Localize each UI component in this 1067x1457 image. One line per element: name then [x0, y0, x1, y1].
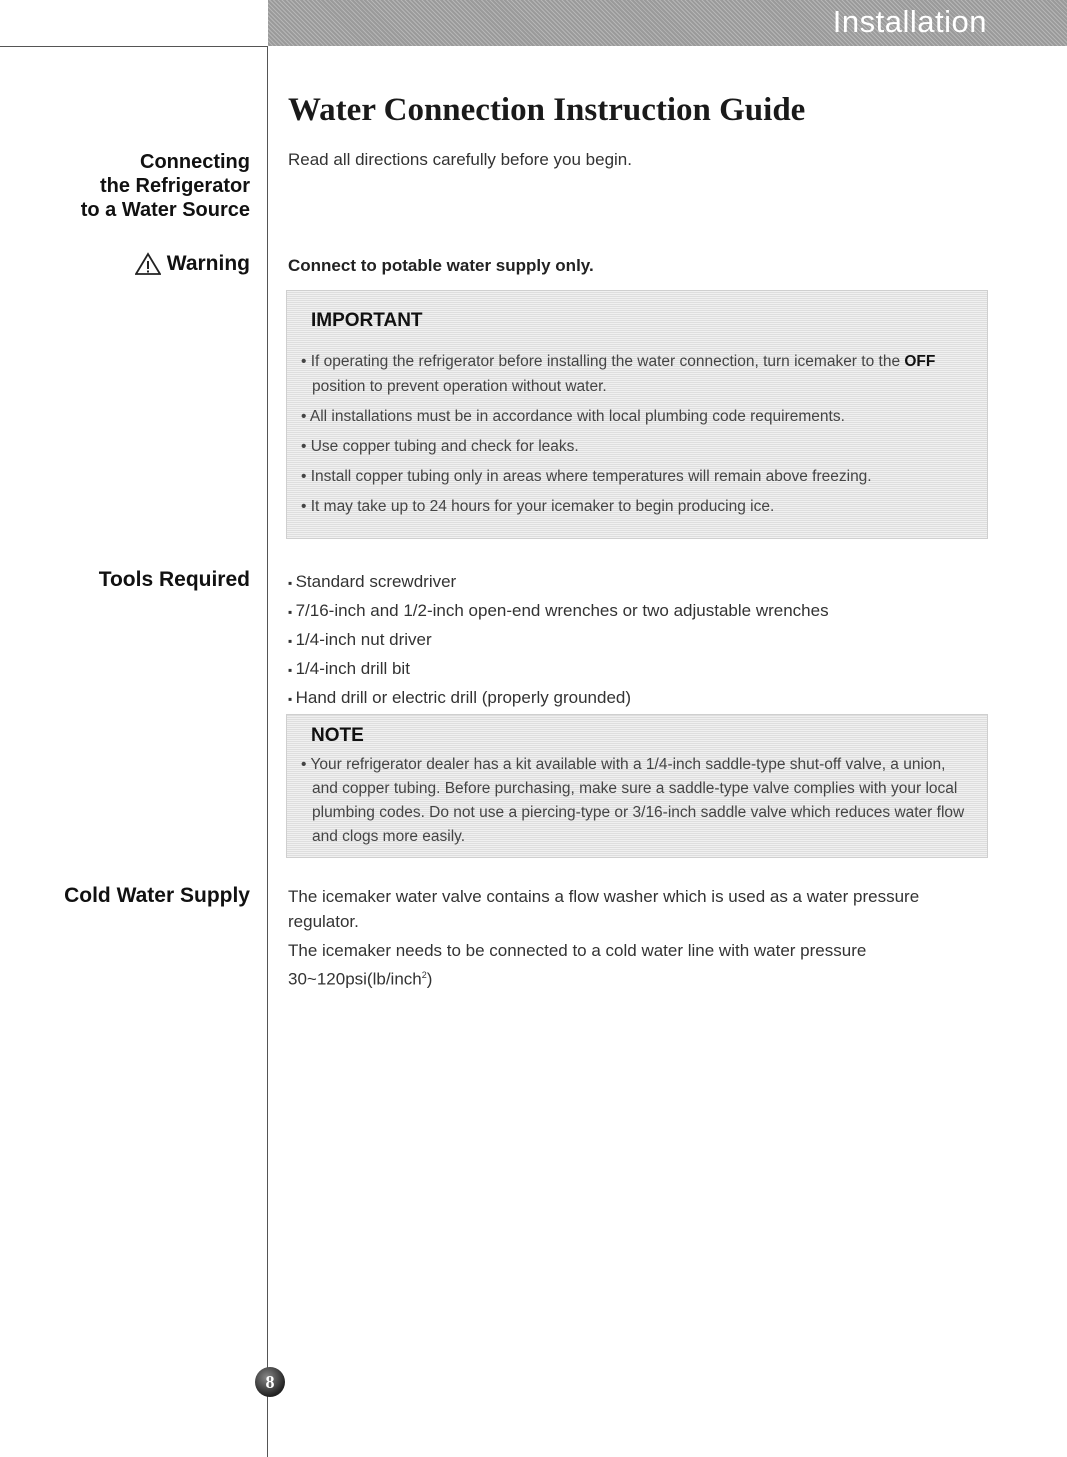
- list-item: • Install copper tubing only in areas where temperatures will remain above freezing.: [301, 464, 973, 489]
- sidebar-heading-tools: Tools Required: [98, 568, 250, 591]
- list-item: ▪ Hand drill or electric drill (properly grounded): [288, 684, 829, 713]
- list-item: • It may take up to 24 hours for your icemaker to begin producing ice.: [301, 494, 973, 519]
- important-heading: IMPORTANT: [311, 310, 423, 331]
- sidebar-warning-label: Warning: [166, 252, 250, 275]
- list-item-text: position to prevent operation without water.: [312, 378, 607, 395]
- sidebar-heading-connecting: [0, 150, 250, 222]
- important-box: [286, 290, 988, 539]
- list-item: • Use copper tubing and check for leaks.: [301, 434, 973, 459]
- list-item-text: If operating the refrigerator before installing the water connection, turn icemaker to the: [310, 353, 905, 370]
- off-label: OFF: [904, 353, 936, 370]
- note-box: [286, 714, 988, 858]
- list-item: ▪ 1/4-inch nut driver: [288, 626, 829, 655]
- note-list: [301, 753, 973, 849]
- list-item: ▪ Standard screwdriver: [288, 568, 829, 597]
- important-list: [301, 349, 973, 524]
- warning-icon: [135, 252, 161, 276]
- header-band: [268, 0, 1067, 46]
- tools-list: [288, 568, 829, 713]
- page-number: 8: [255, 1367, 285, 1397]
- header-rule: [0, 46, 268, 47]
- list-item: • Your refrigerator dealer has a kit available with a 1/4-inch saddle-type shut-off valve, a union, and copper tubing. Before purchasing, make sure a saddle-type valve complies with your local plumbing codes. Do not use a piercing-type or 3/16-inch saddle valve which reduces water flow and clogs more easily.: [301, 753, 973, 849]
- cold-water-text: [288, 884, 968, 996]
- note-heading: NOTE: [311, 725, 364, 746]
- list-item: ▪ 7/16-inch and 1/2-inch open-end wrenches or two adjustable wrenches: [288, 597, 829, 626]
- list-item: [301, 349, 973, 399]
- list-item: ▪ 1/4-inch drill bit: [288, 655, 829, 684]
- column-divider: [267, 46, 268, 1457]
- paragraph: The icemaker water valve contains a flow washer which is used as a water pressure regulator.: [288, 887, 920, 931]
- section-title: Installation: [832, 4, 987, 39]
- intro-text: Read all directions carefully before you begin.: [288, 150, 632, 169]
- warning-text: Connect to potable water supply only.: [288, 256, 594, 275]
- sidebar-heading-line: the Refrigerator: [99, 175, 250, 197]
- sidebar-heading-warning: [0, 252, 250, 276]
- paragraph-text: ): [426, 969, 433, 989]
- sidebar-heading-line: to a Water Source: [80, 199, 250, 221]
- sidebar-heading-cold-water: Cold Water Supply: [64, 884, 250, 907]
- paragraph-text: The icemaker needs to be connected to a cold water line with water pressure 30~120psi(lb/inch: [288, 941, 867, 989]
- paragraph: [288, 938, 968, 992]
- superscript: 2: [421, 970, 427, 980]
- list-item: • All installations must be in accordance with local plumbing code requirements.: [301, 404, 973, 429]
- page-title: Water Connection Instruction Guide: [288, 92, 806, 128]
- sidebar-heading-line: Connecting: [140, 151, 250, 173]
